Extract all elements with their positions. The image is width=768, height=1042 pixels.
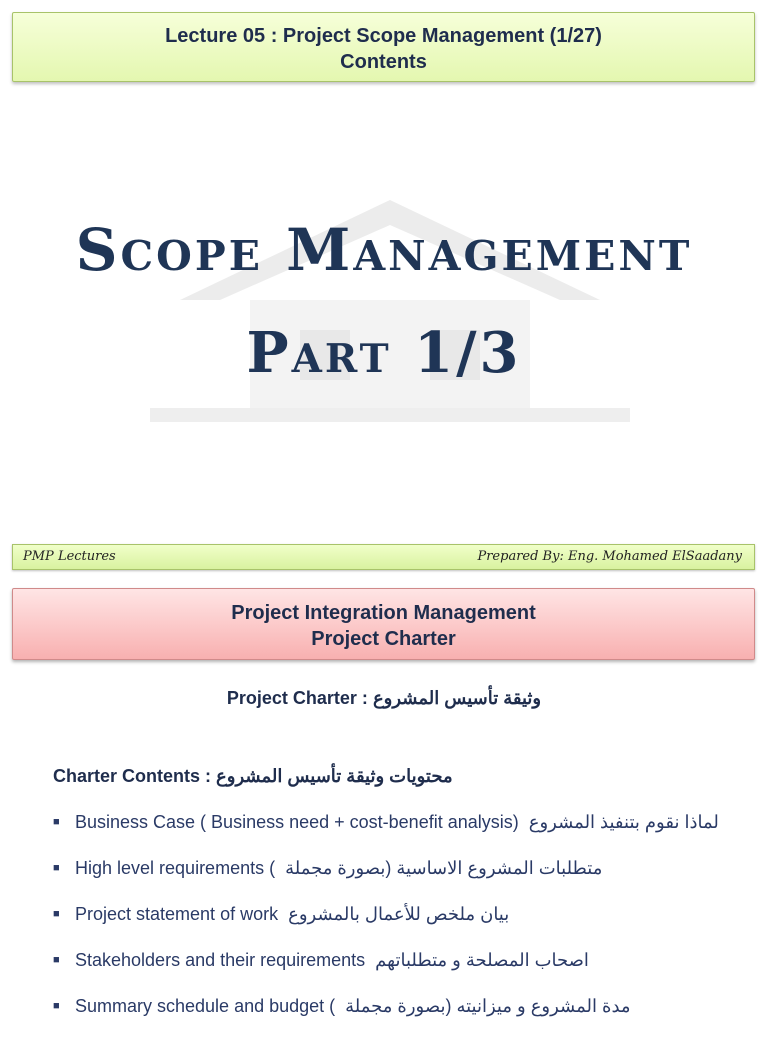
bullet-icon: ■	[53, 816, 60, 828]
bullet-en: High level requirements (	[75, 858, 276, 878]
list-item	[53, 996, 753, 1042]
bullet-en: Summary schedule and budget (	[75, 996, 336, 1016]
contents-ar: محتويات وثيقة تأسيس المشروع	[216, 766, 453, 786]
charter-subtitle: Project Charter	[311, 628, 456, 650]
bullet-ar: مدة المشروع و ميزانيته (بصورة مجملة	[345, 996, 631, 1016]
bullet-icon: ■	[53, 908, 60, 920]
bullet-icon: ■	[53, 1000, 60, 1012]
charter-en: Project Charter :	[226, 688, 373, 708]
bullet-en: Project statement of work	[75, 904, 279, 924]
main-title: Scope Management	[75, 216, 693, 284]
footer-bar	[12, 544, 755, 570]
bullet-ar: اصحاب المصلحة و متطلباتهم	[375, 950, 589, 970]
bullet-en: Stakeholders and their requirements	[75, 950, 366, 970]
list-item	[53, 812, 753, 858]
footer-left-text: PMP Lectures	[23, 549, 116, 564]
lecture-title: Lecture 05 : Project Scope Management (1/27)	[165, 25, 602, 47]
part-title: Part 1/3	[246, 320, 522, 386]
list-item	[53, 858, 753, 904]
lecture-header-banner	[12, 12, 755, 82]
contents-label: Contents	[340, 51, 427, 73]
footer-right-text: Prepared By: Eng. Mohamed ElSaadany	[477, 549, 742, 564]
charter-contents-heading	[53, 766, 453, 787]
charter-ar: وثيقة تأسيس المشروع	[372, 688, 542, 708]
integration-header-banner	[12, 588, 755, 660]
list-item	[53, 904, 753, 950]
bullet-ar: لماذا نقوم بتنفيذ المشروع	[528, 812, 719, 832]
integration-title: Project Integration Management	[231, 602, 536, 624]
contents-en: Charter Contents :	[53, 766, 217, 786]
list-item	[53, 950, 753, 996]
bullet-ar: بيان ملخص للأعمال بالمشروع	[288, 904, 510, 924]
bullet-en: Business Case ( Business need + cost-benefit analysis)	[75, 812, 519, 832]
bullet-icon: ■	[53, 862, 60, 874]
charter-contents-list	[53, 812, 753, 1042]
bullet-ar: متطلبات المشروع الاساسية (بصورة مجملة	[285, 858, 603, 878]
bullet-icon: ■	[53, 954, 60, 966]
charter-definition	[0, 688, 768, 709]
